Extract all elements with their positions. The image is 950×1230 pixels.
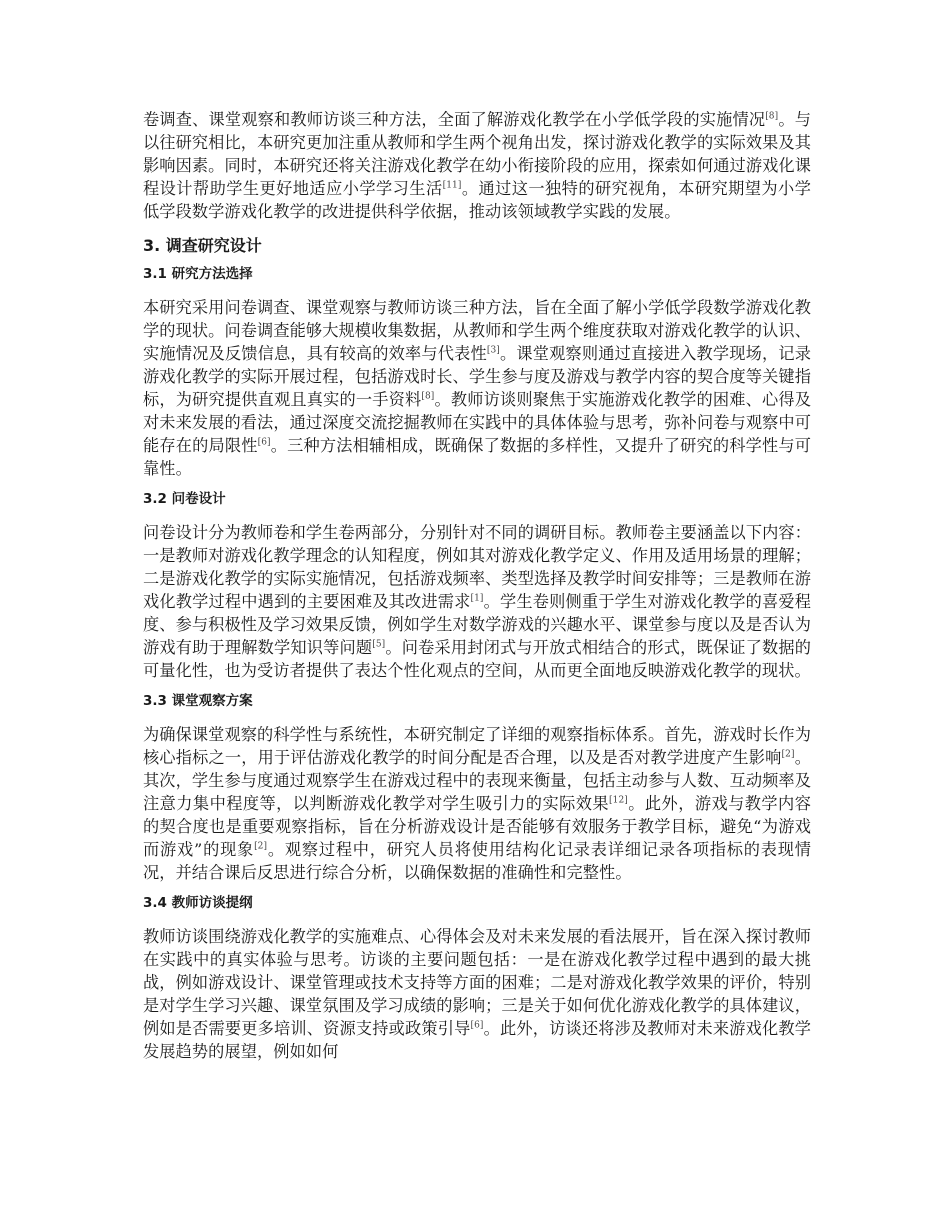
text-run: 。观察过程中，研究人员将使用结构化记录表详细记录各项指标的表现情况，并结合课后反思进行综合分析，以确保数据的准确性和完整性。 (143, 840, 811, 882)
interview-paragraph (143, 925, 811, 1063)
citation: [6] (257, 437, 271, 448)
text-run: 。此外，游戏与教学内容的契合度也是重要观察指标，旨在分析游戏设计是否能够有效服务于教学目标，避免“为游戏而游戏”的现象 (143, 794, 811, 859)
text-run: 本研究采用问卷调查、课堂观察与教师访谈三种方法，旨在全面了解小学低学段数学游戏化教学的现状。问卷调查能够大规模收集数据，从教师和学生两个维度获取对游戏化教学的认识、实施情况及反馈信息，具有较高的效率与代表性 (143, 298, 811, 363)
text-run: 。通过这一独特的研究视角，本研究期望为小学低学段数学游戏化教学的改进提供科学依据，推动该领域教学实践的发展。 (143, 179, 811, 221)
subsection-heading: 3.2 问卷设计 (143, 491, 226, 507)
text-run: 。其次，学生参与度通过观察学生在游戏过程中的表现来衡量，包括主动参与人数、互动频率及注意力集中程度等，以判断游戏化教学对学生吸引力的实际效果 (143, 748, 811, 813)
methods-paragraph (143, 296, 811, 480)
citation: [2] (781, 749, 795, 760)
citation: [8] (421, 391, 435, 402)
citation: [11] (442, 180, 462, 191)
text-run: 。此外，访谈还将涉及教师对未来游戏化教学发展趋势的展望，例如如何 (143, 1019, 811, 1061)
citation: [5] (372, 639, 386, 650)
text-run: 。三种方法相辅相成，既确保了数据的多样性，又提升了研究的科学性与可靠性。 (143, 436, 811, 478)
subsection-heading: 3.4 教师访谈提纲 (143, 895, 253, 911)
citation: [1] (470, 593, 484, 604)
text-run: 。问卷采用封闭式与开放式相结合的形式，既保证了数据的可量化性，也为受访者提供了表达个性化观点的空间，从而更全面地反映游戏化教学的现状。 (143, 638, 811, 680)
text-run: 。教师访谈则聚焦于实施游戏化教学的困难、心得及对未来发展的看法，通过深度交流挖掘教师在实践中的具体体验与思考，弥补问卷与观察中可能存在的局限性 (143, 390, 811, 455)
observation-paragraph (143, 723, 811, 884)
citation: [3] (486, 345, 500, 356)
subsection-heading: 3.3 课堂观察方案 (143, 693, 253, 709)
intro-paragraph (143, 108, 811, 223)
questionnaire-paragraph (143, 521, 811, 682)
text-run: 问卷设计分为教师卷和学生卷两部分，分别针对不同的调研目标。教师卷主要涵盖以下内容：一是教师对游戏化教学理念的认知程度，例如其对游戏化教学定义、作用及适用场景的理解；二是游戏化教学的实际实施情况，包括游戏频率、类型选择及教学时间安排等；三是教师在游戏化教学过程中遇到的主要困难及其改进需求 (143, 523, 811, 611)
text-run: 。与以往研究相比，本研究更加注重从教师和学生两个视角出发，探讨游戏化教学的实际效果及其影响因素。同时，本研究还将关注游戏化教学在幼小衔接阶段的应用，探索如何通过游戏化课程设计帮助学生更好地适应小学学习生活 (143, 110, 811, 198)
page-body (143, 108, 811, 1063)
subsection-heading: 3.1 研究方法选择 (143, 266, 253, 282)
text-run: 卷调查、课堂观察和教师访谈三种方法，全面了解游戏化教学在小学低学段的实施情况 (143, 110, 766, 129)
citation: [8] (765, 111, 779, 122)
text-run: 为确保课堂观察的科学性与系统性，本研究制定了详细的观察指标体系。首先，游戏时长作为核心指标之一，用于评估游戏化教学的时间分配是否合理，以及是否对教学进度产生影响 (143, 725, 811, 767)
section-heading: 3. 调查研究设计 (143, 236, 262, 255)
citation: [12] (609, 795, 628, 806)
citation: [6] (470, 1020, 484, 1031)
text-run: 。课堂观察则通过直接进入教学现场，记录游戏化教学的实际开展过程，包括游戏时长、学生参与度及游戏与教学内容的契合度等关键指标，为研究提供直观且真实的一手资料 (143, 344, 811, 409)
text-run: 。学生卷则侧重于学生对游戏化教学的喜爱程度、参与积极性及学习效果反馈，例如学生对数学游戏的兴趣水平、课堂参与度以及是否认为游戏有助于理解数学知识等问题 (143, 592, 811, 657)
text-run: 教师访谈围绕游戏化教学的实施难点、心得体会及对未来发展的看法展开，旨在深入探讨教师在实践中的真实体验与思考。访谈的主要问题包括：一是在游戏化教学过程中遇到的最大挑战，例如游戏设计、课堂管理或技术支持等方面的困难；二是对游戏化教学效果的评价，特别是对学生学习兴趣、课堂氛围及学习成绩的影响；三是关于如何优化游戏化教学的具体建议，例如是否需要更多培训、资源支持或政策引导 (143, 927, 811, 1038)
citation: [2] (254, 841, 268, 852)
